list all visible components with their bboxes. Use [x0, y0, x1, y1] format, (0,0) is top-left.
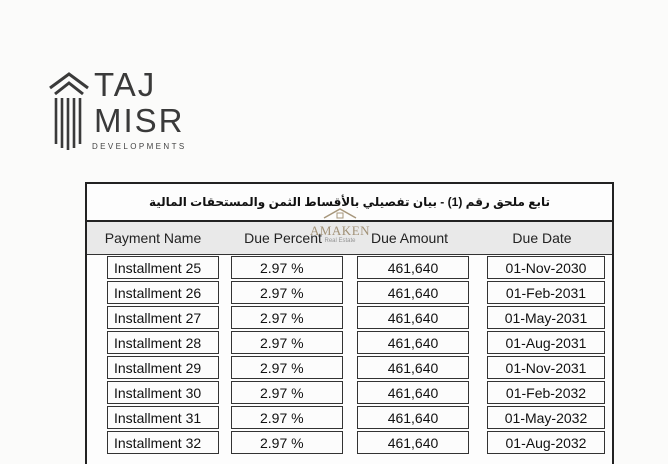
watermark-name: AMAKEN [309, 223, 371, 238]
logo-text-developments: DEVELOPMENTS [92, 142, 187, 151]
cell-payment-name: Installment 30 [107, 381, 219, 404]
table-row [87, 405, 612, 430]
taj-misr-logo-icon [48, 70, 90, 150]
cell-due-amount: 461,640 [357, 431, 469, 454]
cell-due-percent: 2.97 % [231, 256, 343, 279]
cell-payment-name: Installment 25 [107, 256, 219, 279]
table-body [87, 255, 612, 455]
table-row [87, 355, 612, 380]
cell-payment-name: Installment 29 [107, 356, 219, 379]
cell-payment-name: Installment 27 [107, 306, 219, 329]
installments-table [85, 182, 614, 464]
table-row [87, 305, 612, 330]
cell-due-amount: 461,640 [357, 306, 469, 329]
cell-due-percent: 2.97 % [231, 306, 343, 329]
cell-payment-name: Installment 28 [107, 331, 219, 354]
cell-due-percent: 2.97 % [231, 431, 343, 454]
cell-payment-name: Installment 31 [107, 406, 219, 429]
table-header-row [87, 222, 612, 255]
header-payment-name: Payment Name [104, 230, 202, 246]
cell-due-amount: 461,640 [357, 406, 469, 429]
cell-due-date: 01-Feb-2032 [487, 381, 605, 404]
header-due-percent: Due Percent [244, 230, 322, 246]
table-row [87, 280, 612, 305]
cell-due-date: 01-Aug-2032 [487, 431, 605, 454]
cell-due-date: 01-May-2031 [487, 306, 605, 329]
cell-payment-name: Installment 32 [107, 431, 219, 454]
cell-due-date: 01-Nov-2031 [487, 356, 605, 379]
table-row [87, 430, 612, 455]
company-logo [48, 66, 208, 156]
cell-due-amount: 461,640 [357, 281, 469, 304]
cell-due-amount: 461,640 [357, 356, 469, 379]
watermark-subtitle: Real Estate [324, 238, 356, 244]
cell-due-percent: 2.97 % [231, 406, 343, 429]
table-title: تابع ملحق رقم (1) - بيان تفصيلي بالأقساط الثمن والمستحقات المالية [87, 184, 612, 222]
cell-due-percent: 2.97 % [231, 381, 343, 404]
cell-due-amount: 461,640 [357, 381, 469, 404]
cell-due-amount: 461,640 [357, 331, 469, 354]
cell-due-percent: 2.97 % [231, 356, 343, 379]
logo-text-misr: MISR [94, 102, 185, 139]
cell-due-date: 01-Aug-2031 [487, 331, 605, 354]
cell-due-date: 01-Feb-2031 [487, 281, 605, 304]
header-due-amount: Due Amount [370, 230, 449, 246]
table-row [87, 255, 612, 280]
table-row [87, 380, 612, 405]
logo-text-taj: TAJ [94, 66, 157, 103]
table-row [87, 330, 612, 355]
cell-due-percent: 2.97 % [231, 281, 343, 304]
cell-due-amount: 461,640 [357, 256, 469, 279]
cell-payment-name: Installment 26 [107, 281, 219, 304]
cell-due-percent: 2.97 % [231, 331, 343, 354]
header-due-date: Due Date [512, 230, 572, 246]
cell-due-date: 01-Nov-2030 [487, 256, 605, 279]
cell-due-date: 01-May-2032 [487, 406, 605, 429]
